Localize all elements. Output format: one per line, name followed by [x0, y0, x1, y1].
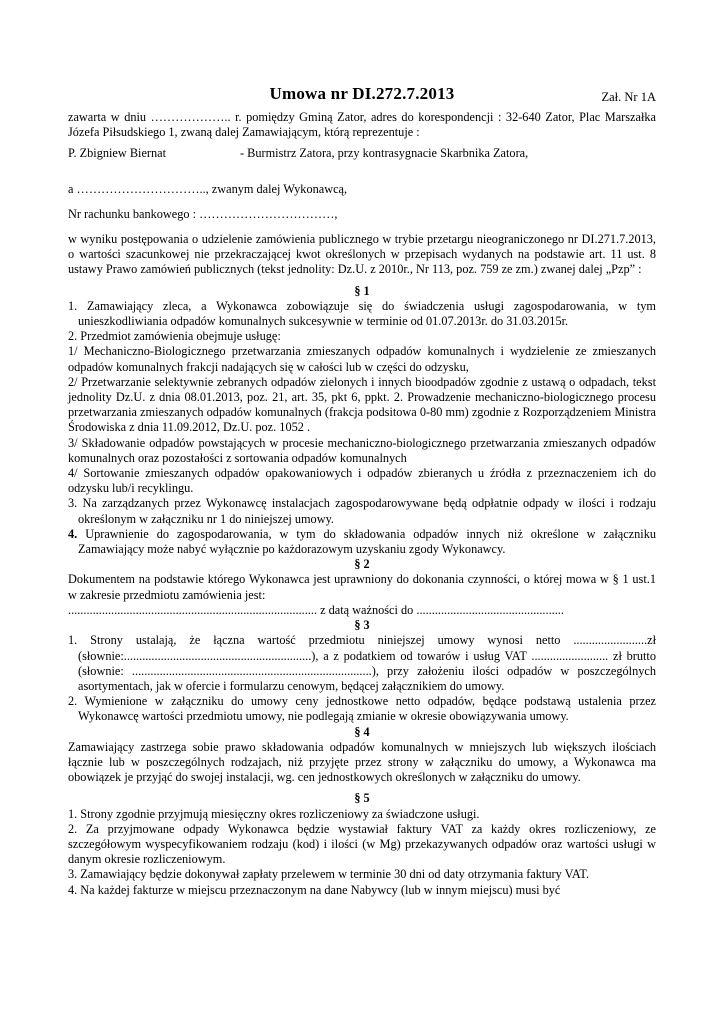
- contractor-line: a ………………………….., zwanym dalej Wykonawcą,: [68, 181, 348, 196]
- section-2-heading: § 2: [354, 557, 370, 572]
- section-3-point-2: 2. Wymienione w załączniku do umowy ceny jednostkowe netto odpadów, będące podstawą ustalenia przez Wykonawcę wartości przedmiotu umowy, nie podlegają zmianie w okresie obowiązywania umowy.: [68, 694, 656, 724]
- section-1-item-1: 1/ Mechaniczno-Biologicznego przetwarzania zmieszanych odpadów komunalnych i wydzielenie ze zmieszanych odpadów komunalnych frakcji nadających się w całości lub w części do odzysku,: [68, 344, 656, 374]
- section-1-point-3: 3. Na zarządzanych przez Wykonawcę instalacjach zagospodarowywane będą odpłatnie odpady w ilości i rodzaju określonym w załączniku nr 1 do niniejszej umowy.: [68, 496, 656, 526]
- section-1-heading: § 1: [354, 283, 370, 298]
- section-1-item-4: 4/ Sortowanie zmieszanych odpadów opakowaniowych i odpadów zbieranych u źródła z przeznaczeniem ich do odzysku lub/i recyklingu.: [68, 466, 656, 496]
- section-5-point-4: 4. Na każdej fakturze w miejscu przeznaczonym na dane Nabywcy (lub w innym miejscu) musi być: [68, 882, 561, 897]
- representative-name: P. Zbigniew Biernat: [68, 146, 167, 161]
- section-2-document-line: ................................................................................. z datą ważności do ................................................: [68, 602, 564, 617]
- section-4-heading: § 4: [354, 724, 370, 739]
- section-5-point-3: 3. Zamawiający będzie dokonywał zapłaty przelewem w terminie 30 dni od daty otrzymania faktury VAT.: [68, 867, 590, 882]
- contract-title: Umowa nr DI.272.7.2013: [269, 84, 455, 103]
- section-1-item-3: 3/ Składowanie odpadów powstających w procesie mechaniczno-biologicznego przetwarzania zmieszanych odpadów komunalnych oraz pozostałości z sortowania odpadów komunalnych: [68, 435, 656, 465]
- contract-body: [68, 110, 656, 898]
- annex-label: Zał. Nr 1A: [601, 90, 656, 104]
- section-4-paragraph: Zamawiający zastrzega sobie prawo składowania odpadów komunalnych w mniejszych lub większych ilościach łącznie lub w poszczególnych rodzajach, niż przyjęte przez strony w załączniku do umowy, a Wykonawca ma obowiązek je przyjąć do swojej instalacji, wg. cen jednostkowych określonych w załączniku do umowy.: [68, 739, 656, 785]
- section-2-paragraph: Dokumentem na podstawie którego Wykonawca jest uprawniony do dokonania czynności, o której mowa w § 1 ust.1 w zakresie przedmiotu zamówienia jest:: [68, 572, 656, 602]
- section-5-point-2: 2. Za przyjmowane odpady Wykonawca będzie wystawiał faktury VAT za każdy okres rozliczeniowy, ze szczegółowym wyspecyfikowaniem rodzaju (kod) i ilości (w Mg) przekazywanych odpadów oraz wartości usługi w danym okresie rozliczeniowym.: [68, 821, 656, 867]
- section-5-point-1: 1. Strony zgodnie przyjmują miesięczny okres rozliczeniowy za świadczone usługi.: [68, 806, 480, 821]
- section-3-heading: § 3: [354, 618, 370, 633]
- section-3-point-1: 1. Strony ustalają, że łączna wartość przedmiotu niniejszej umowy wynosi netto ........................zł (słownie:.............................................................), a z podatkiem od towarów i usług VAT ......................... zł brutto (słownie: ..............................................................................), przy założeniu ilości odpadów w poszczególnych asortymentach, jak w ofercie i formularzu cenowym, będącej załącznikiem do umowy.: [68, 633, 656, 693]
- section-1-item-2: 2/ Przetwarzanie selektywnie zebranych odpadów zielonych i innych bioodpadów zgodnie z ustawą o odpadach, tekst jednolity Dz.U. z dnia 08.01.2013, poz. 21, art. 35, pkt 6, ppkt. 2. Prowadzenie mechaniczno-biologicznego procesu przetwarzania zmieszanych odpadów komunalnych (frakcja podsitowa 0-80 mm) zgodnie z Rozporządzeniem Ministra Środowiska z dnia 11.09.2012, Dz.U. poz. 1052 .: [68, 374, 656, 435]
- section-5-heading: § 5: [354, 791, 370, 806]
- representative-role: - Burmistrz Zatora, przy kontrasygnacie Skarbnika Zatora,: [240, 146, 529, 161]
- section-1-point-2: 2. Przedmiot zamówienia obejmuje usługę:: [68, 329, 281, 344]
- section-1-point-4-text: Uprawnienie do zagospodarowania, w tym do składowania odpadów innych niż określone w załączniku Zamawiający może nabyć wyłącznie po każdorazowym uzyskaniu zgody Wykonawcy.: [77, 526, 656, 557]
- bank-account-line: Nr rachunku bankowego : ……………………………,: [68, 206, 338, 221]
- section-1-point-1: 1. Zamawiający zleca, a Wykonawca zobowiązuje się do świadczenia usługi zagospodarowania, w tym unieszkodliwiania odpadów komunalnych sukcesywnie w terminie od 01.07.2013r. do 31.03.2015r.: [68, 298, 656, 329]
- representative-row: [68, 146, 656, 161]
- procedure-paragraph: w wyniku postępowania o udzielenie zamówienia publicznego w trybie przetargu nieograniczonego nr DI.271.7.2013, o wartości szacunkowej nie przekraczającej kwot określonych w przepisach wydanych na podstawie art. 11 ust. 8 ustawy Prawo zamówień publicznych (tekst jednolity: Dz.U. z 2010r., Nr 113, poz. 759 ze zm.) zwanej dalej „Pzp” :: [68, 232, 656, 277]
- section-1-point-4: [68, 527, 656, 557]
- intro-parties: zawarta w dniu ……………….. r. pomiędzy Gminą Zator, adres do korespondencji : 32-640 Zator, Plac Marszałka Józefa Piłsudskiego 1, zwaną dalej Zamawiającym, którą reprezentuje :: [68, 110, 656, 140]
- title-row: [68, 84, 656, 110]
- section-1-point-4-number: 4.: [68, 526, 78, 541]
